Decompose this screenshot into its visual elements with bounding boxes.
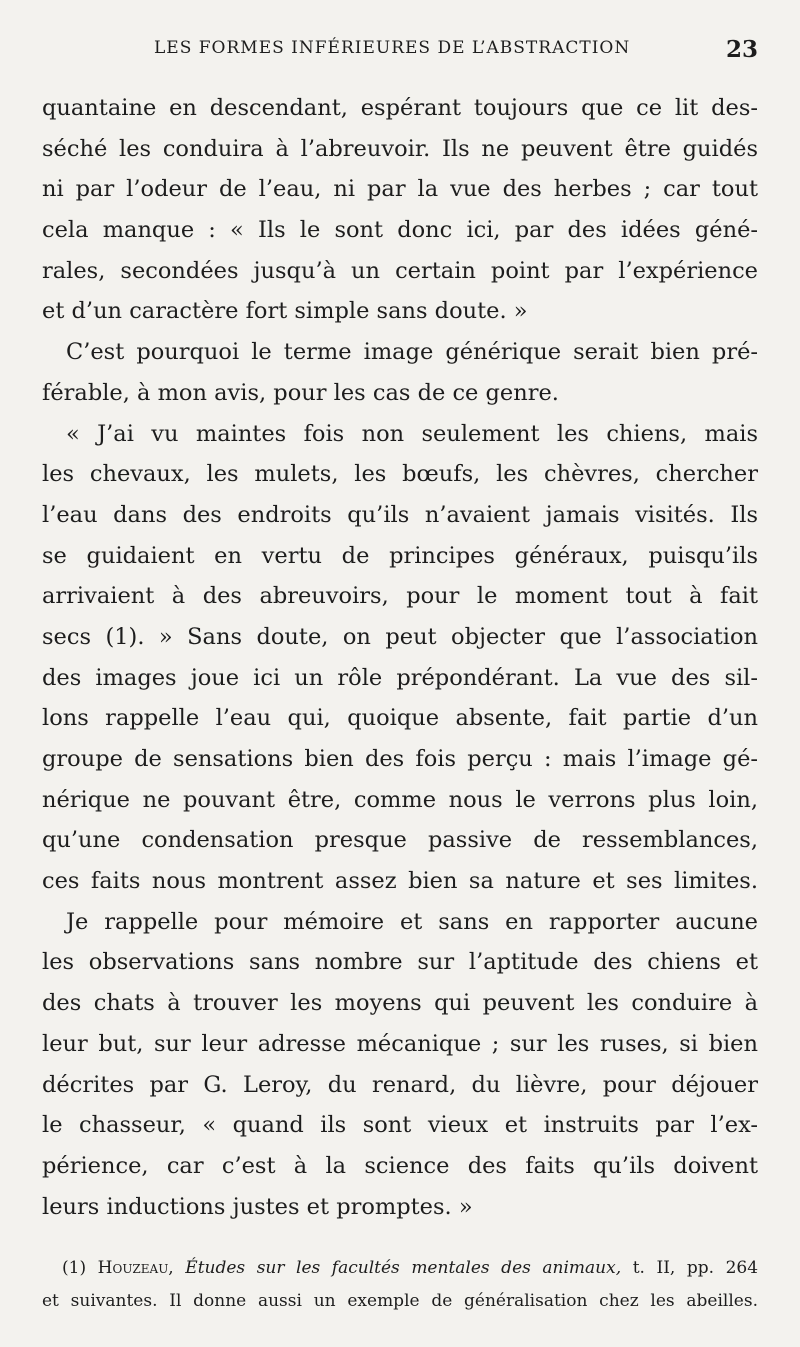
text-line: qu’une condensation presque passive de ressemblances, (42, 827, 758, 854)
text-line: leurs inductions justes et promptes. » (42, 1193, 473, 1220)
text-line: l’eau dans des endroits qu’ils n’avaient jamais visités. Ils (42, 501, 758, 528)
footnote-line: et suivantes. Il donne aussi un exemple de généralisation chez les abeilles. (42, 1291, 758, 1311)
text-line: et d’un caractère fort simple sans doute. » (42, 298, 528, 325)
text-line: rales, secondées jusqu’à un certain point par l’expérience (42, 257, 758, 284)
text-line: des images joue ici un rôle prépondérant. La vue des sil- (42, 664, 758, 691)
page-number: 23 (725, 36, 758, 63)
text-line: cela manque : « Ils le sont donc ici, par des idées géné- (42, 217, 758, 244)
text-line: décrites par G. Leroy, du renard, du lièvre, pour déjouer (42, 1071, 758, 1098)
text-line: lons rappelle l’eau qui, quoique absente, fait partie d’un (42, 705, 758, 732)
running-head (42, 36, 758, 66)
running-title: LES FORMES INFÉRIEURES DE L’ABSTRACTION (154, 38, 631, 58)
text-line: arrivaient à des abreuvoirs, pour le moment tout à fait (42, 583, 758, 610)
text-line: ni par l’odeur de l’eau, ni par la vue des herbes ; car tout (42, 176, 758, 203)
body-text (42, 88, 758, 1227)
text-line: Je rappelle pour mémoire et sans en rapporter aucune (66, 908, 758, 935)
text-line: quantaine en descendant, espérant toujours que ce lit des- (42, 95, 758, 121)
text-line: férable, à mon avis, pour les cas de ce genre. (42, 379, 559, 406)
footnote-marker: (1) (62, 1258, 87, 1278)
text-line: secs (1). » Sans doute, on peut objecter que l’association (42, 623, 758, 650)
text-line: « J’ai vu maintes fois non seulement les chiens, mais (66, 420, 758, 447)
text-line: C’est pourquoi le terme image générique serait bien pré- (66, 339, 758, 366)
footnote-title: Études sur les facultés mentales des animaux, (185, 1258, 622, 1278)
text-line: les observations sans nombre sur l’aptitude des chiens et (42, 949, 758, 976)
text-line: séché les conduira à l’abreuvoir. Ils ne peuvent être guidés (42, 135, 758, 162)
text-line: se guidaient en vertu de principes généraux, puisqu’ils (42, 542, 758, 569)
text-line: ces faits nous montrent assez bien sa nature et ses limites. (42, 868, 758, 895)
text-line: les chevaux, les mulets, les bœufs, les chèvres, chercher (42, 461, 758, 488)
text-line: le chasseur, « quand ils sont vieux et instruits par l’ex- (42, 1112, 758, 1139)
footnote-line (42, 1252, 758, 1285)
text-line: périence, car c’est à la science des faits qu’ils doivent (42, 1152, 758, 1179)
text-line: leur but, sur leur adresse mécanique ; sur les ruses, si bien (42, 1030, 758, 1057)
text-line: des chats à trouver les moyens qui peuvent les conduire à (42, 990, 758, 1017)
footnote (42, 1252, 758, 1318)
footnote-author: Houzeau, (97, 1258, 174, 1278)
footnote-reference: t. II, pp. 264 (632, 1258, 759, 1278)
text-line: nérique ne pouvant être, comme nous le verrons plus loin, (42, 786, 758, 813)
text-line: groupe de sensations bien des fois perçu : mais l’image gé- (42, 746, 758, 772)
